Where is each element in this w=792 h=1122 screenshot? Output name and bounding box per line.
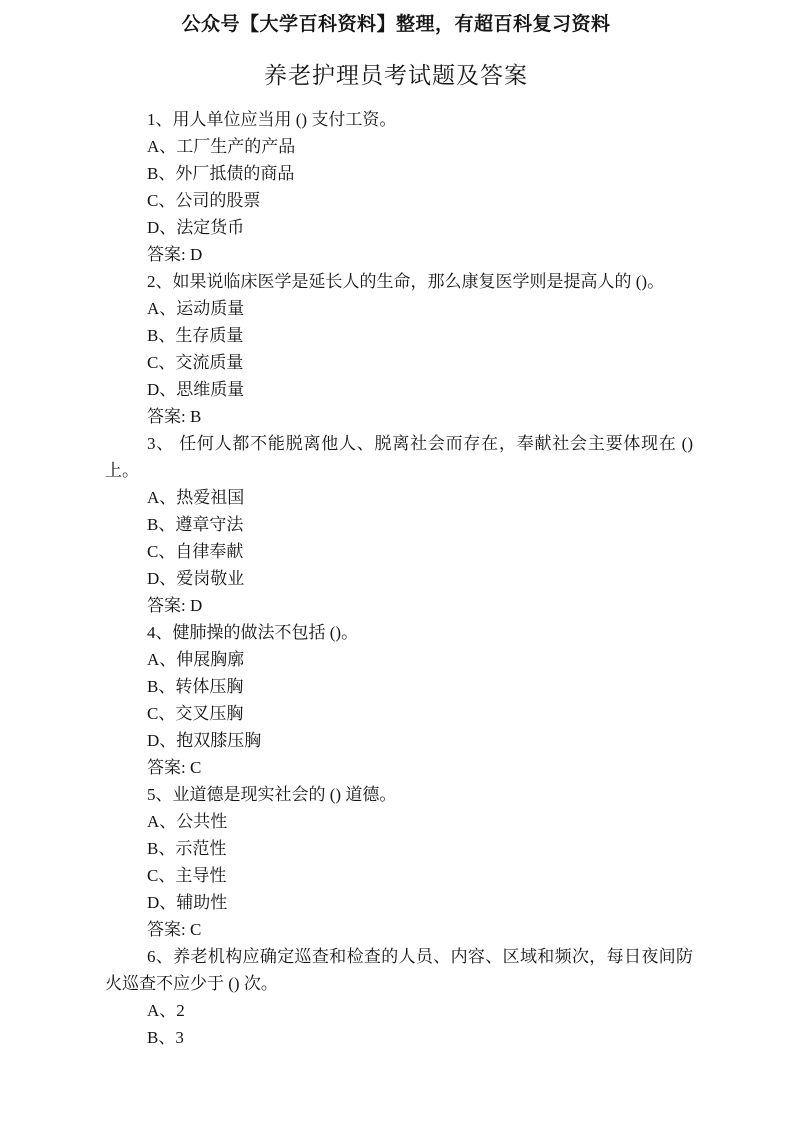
question-option: D、爱岗敬业 xyxy=(147,569,245,588)
question-option: A、2 xyxy=(147,1001,185,1020)
question-answer: 答案: D xyxy=(147,245,203,264)
question-option: D、法定货币 xyxy=(147,218,245,237)
question-option: B、遵章守法 xyxy=(147,515,244,534)
doc-source-header: 公众号【大学百科资料】整理，有超百科复习资料 xyxy=(181,14,611,35)
question-text: 6、养老机构应确定巡查和检查的人员、内容、区域和频次，每日夜间防火巡查不应少于 () 次。 xyxy=(105,947,693,993)
question-text: 1、用人单位应当用 () 支付工资。 xyxy=(147,110,397,129)
question-block xyxy=(105,619,693,781)
question-option: B、示范性 xyxy=(147,839,227,858)
question-option: C、自律奉献 xyxy=(147,542,244,561)
question-text: 5、业道德是现实社会的 () 道德。 xyxy=(147,785,397,804)
question-option: B、生存质量 xyxy=(147,326,244,345)
question-block xyxy=(105,106,693,268)
question-option: D、抱双膝压胸 xyxy=(147,731,262,750)
question-option: A、工厂生产的产品 xyxy=(147,137,296,156)
page-title: 养老护理员考试题及答案 xyxy=(264,63,528,88)
question-block xyxy=(105,430,693,619)
question-option: B、外厂抵债的商品 xyxy=(147,164,295,183)
question-text: 2、如果说临床医学是延长人的生命，那么康复医学则是提高人的 ()。 xyxy=(147,272,665,291)
question-answer: 答案: B xyxy=(147,407,202,426)
question-option: C、交叉压胸 xyxy=(147,704,244,723)
question-text: 3、 任何人都不能脱离他人、脱离社会而存在，奉献社会主要体现在 () 上。 xyxy=(105,434,693,480)
question-answer: 答案: C xyxy=(147,920,202,939)
question-answer: 答案: D xyxy=(147,596,203,615)
question-option: A、伸展胸廓 xyxy=(147,650,245,669)
question-text: 4、健肺操的做法不包括 ()。 xyxy=(147,623,359,642)
question-option: C、交流质量 xyxy=(147,353,244,372)
question-option: B、3 xyxy=(147,1028,184,1047)
question-option: A、运动质量 xyxy=(147,299,245,318)
question-option: D、思维质量 xyxy=(147,380,245,399)
question-option: D、辅助性 xyxy=(147,893,228,912)
question-block xyxy=(105,943,693,1051)
question-option: B、转体压胸 xyxy=(147,677,244,696)
question-list xyxy=(105,106,693,1051)
question-option: C、主导性 xyxy=(147,866,227,885)
question-block xyxy=(105,268,693,430)
question-block xyxy=(105,781,693,943)
question-option: C、公司的股票 xyxy=(147,191,261,210)
question-option: A、公共性 xyxy=(147,812,228,831)
question-answer: 答案: C xyxy=(147,758,202,777)
question-option: A、热爱祖国 xyxy=(147,488,245,507)
